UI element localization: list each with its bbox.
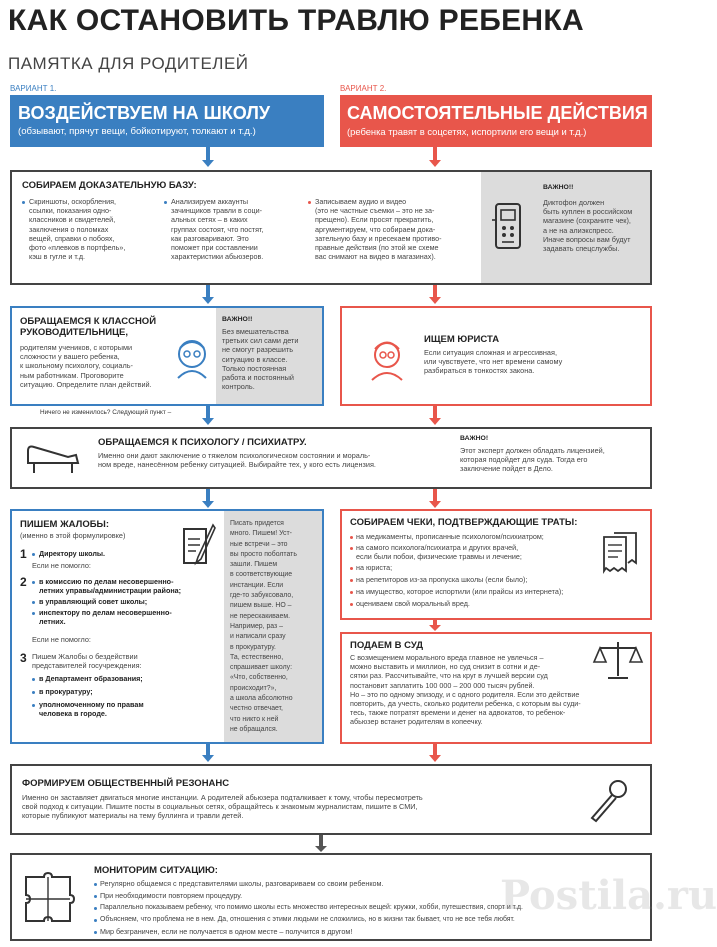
couch-icon [24,441,82,475]
bullet [308,201,311,204]
variant2-banner [340,95,652,147]
complaints-side-panel [224,511,322,742]
complaint-item-3-intro: Пишем Жалобы о бездействии представителей госучреждения: [32,652,142,671]
receipts-box [340,509,652,620]
psychologist-box [10,427,652,489]
red-arrow [429,501,441,508]
step-number-2: 2 [20,575,27,589]
lawyer-text: Если ситуация сложная и агрессивная, или чувствуете, что нет времени самому разбираться в тонкостях закона. [424,348,563,376]
evidence-important-panel [481,172,650,283]
complaint-item-3c: уполномоченному по правам человека в городе. [39,700,144,719]
monitor-item-3: Параллельно показываем ребенку, что помимо школы есть множество интересных вещей: кружки, хобби, путешествия, спорт и т.д. [100,904,523,911]
pen-icon [180,521,216,569]
receipt-item-6: оцениваем свой моральный вред. [356,599,470,608]
blue-arrow [202,160,214,167]
complaints-subtitle: (именно в этой формулировке) [20,531,126,540]
bullet [164,201,167,204]
monitor-item-5: Мир безграничен, если не получается в одном месте – получится в другом! [100,927,353,936]
bullet [32,691,35,694]
not-helped-2: Если не помогло: [32,635,91,644]
complaint-item-2c: инспектору по делам несовершенно- летних. [39,608,172,627]
evidence-col1: Скриншоты, оскорбления, ссылки, показания одно- классников и свидетелей, заключения о поломках вещей, справки о побоях, фото «плевков в портфель», кэш в гугле и т.д. [29,197,126,262]
teacher-box [10,306,324,406]
evidence-col3: Записываем аудио и видео (это не частные съемки – это не за- прещено). Если просят прекратить, аргументируем, что собираем дока- зательную базу и пресекаем противо- правные действия (по этой же схеме вас снимают на видео в магазинах). [315,197,442,262]
microphone-icon [584,776,632,824]
resonance-title: ФОРМИРУЕМ ОБЩЕСТВЕННЫЙ РЕЗОНАНС [22,778,230,789]
psychologist-important-title: ВАЖНО! [460,435,489,442]
court-text: С возмещением морального вреда главное не увлечься – можно выставить и миллион, но суд снизит в сотни и де- сятки раз. Рассчитывайте, что на круг в лучшей версии суд постановит заплатить 100 000 – 200 000 тысяч рублей. Но – это по одному эпизоду, и с одного родителя. Если это действие повторить, да учесть, сколько родители ребенка, с которым вы суди- тесь, также потратят времени и денег на адвокатов, то ребенок- абьюзер встанет родителям в копеечку. [350,653,581,727]
bullet [94,907,97,910]
step-number-1: 1 [20,547,27,561]
bullet [32,553,35,556]
evidence-important-title: ВАЖНО!! [543,184,574,191]
red-connector [433,147,437,161]
complaints-side-note: Писать придется много. Пишем! Уст- ные встречи – это вы просто поболтать зашли. Пишем в соответствующие инстанции. Если где-то забуксовало, пишем выше. НО – не перескакиваем. Например, раз – и написали сразу в прокуратуру. Та, естественно, спрашивает школу: «Что, собственно, происходит?», а школа абсолютно честно отвечает, что никто к ней не обращался. [230,520,297,733]
variant2-title: САМОСТОЯТЕЛЬНЫЕ ДЕЙСТВИЯ [347,103,648,123]
complaints-title: ПИШЕМ ЖАЛОБЫ: [20,519,110,530]
bullet [32,581,35,584]
evidence-title: СОБИРАЕМ ДОКАЗАТЕЛЬНУЮ БАЗУ: [22,180,197,191]
puzzle-icon [22,873,74,925]
receipt-item-1: на медикаменты, прописанные психологом/психиатром; [356,532,544,541]
complaint-item-2b: в управляющий совет школы; [39,597,148,606]
bullet [350,536,353,539]
not-helped-1: Если не помогло: [32,561,91,570]
blue-arrow [202,501,214,508]
complaint-item-3a: в Департамент образования; [39,674,143,683]
receipt-item-2: на самого психолога/психиатра и других врачей, если были побои, физические травмы и лечение; [356,543,522,562]
lawyer-title: ИЩЕМ ЮРИСТА [424,334,500,345]
receipt-item-3: на юриста; [356,563,393,572]
bullet [32,678,35,681]
evidence-box [10,170,652,285]
receipt-item-4: на репетиторов из-за пропуска школы (если было); [356,575,528,584]
bullet [94,883,97,886]
variant2-label: ВАРИАНТ 2. [340,84,387,93]
psychologist-text: Именно они дают заключение о тяжелом психологическом состоянии и мораль- ном вреде, нанесённом ребенку ситуацией. Выбирайте тех, у кого есть лицензия. [98,451,376,470]
bullet [32,601,35,604]
monitor-item-4: Объясняем, что проблема не в нем. Да, отношения с этими людьми не сложились, но в жизни так бывает, что не все тебя любят. [100,916,515,923]
bullet [32,704,35,707]
blue-arrow [202,418,214,425]
recorder-icon [490,200,528,254]
bullet [350,579,353,582]
blue-arrow [202,297,214,304]
teacher-important-panel [216,308,322,404]
complaint-item-2a: в комиссию по делам несовершенно- летних управы/администрации района; [39,577,182,596]
lawyer-box [340,306,652,406]
scales-icon [592,638,644,682]
red-arrow [429,418,441,425]
teacher-icon [172,334,212,378]
teacher-title: ОБРАЩАЕМСЯ К КЛАССНОЙ РУКОВОДИТЕЛЬНИЦЕ, [20,316,157,338]
variant1-label: ВАРИАНТ 1. [10,84,57,93]
red-arrow [429,160,441,167]
monitor-title: МОНИТОРИМ СИТУАЦИЮ: [94,865,218,876]
teacher-important-title: ВАЖНО!! [222,316,253,323]
bullet [350,591,353,594]
receipt-item-5: на имущество, которое испортили (или прайсы из интернета); [356,587,564,596]
page-subtitle: ПАМЯТКА ДЛЯ РОДИТЕЛЕЙ [8,54,249,73]
court-title: ПОДАЕМ В СУД [350,640,424,651]
teacher-text: родителям учеников, с которыми сложности у вашего ребенка, к школьному психологу, социаль- ным работникам. Проговорите ситуацию. Определите план действий. [20,343,152,389]
variant1-subtitle: (обзывают, прячут вещи, бойкотируют, толкают и т.д.) [18,126,256,137]
monitor-item-2: При необходимости повторяем процедуру. [100,891,243,900]
evidence-col2: Анализируем аккаунты зачинщиков травли в соци- альных сетях – в каких группах состоят, что постят, как разговаривают. Это поможет при составлении характеристики абьюзеров. [171,197,264,262]
bullet [94,931,97,934]
page-title: КАК ОСТАНОВИТЬ ТРАВЛЮ РЕБЕНКА [8,4,584,37]
watermark: Postila.ru [500,872,717,919]
red-arrow [429,625,441,631]
complaint-item-1: Директору школы. [39,549,106,558]
bullet [350,603,353,606]
red-arrow [429,297,441,304]
complaint-item-3b: в прокуратуру; [39,687,93,696]
variant1-title: ВОЗДЕЙСТВУЕМ НА ШКОЛУ [18,103,271,123]
psychologist-title: ОБРАЩАЕМСЯ К ПСИХОЛОГУ / ПСИХИАТРУ. [98,437,307,448]
variant2-subtitle: (ребенка травят в соцсетях, испортили его вещи и т.д.) [347,126,587,137]
evidence-important-text: Диктофон должен быть куплен в российском магазине (сохраните чек), а не на алиэкспресс. Иначе вопросы вам будут задавать спецслужбы. [543,198,633,254]
monitor-item-1: Регулярно общаемся с представителями школы, разговариваем со своим ребенком. [100,879,384,888]
receipts-title: СОБИРАЕМ ЧЕКИ, ПОДТВЕРЖДАЮЩИЕ ТРАТЫ: [350,517,578,528]
bullet [350,567,353,570]
blue-connector [206,147,210,161]
blue-arrow [202,755,214,762]
red-arrow [429,755,441,762]
bullet [94,895,97,898]
receipts-icon [600,531,642,577]
resonance-box [10,764,652,835]
psychologist-important-text: Этот эксперт должен обладать лицензией, которая подойдет для суда. Тогда его заключение пойдет в Дело. [460,446,605,474]
bullet [32,612,35,615]
resonance-text: Именно он заставляет двигаться многие инстанции. А родителей абьюзера подталкивает к тому, чтобы пересмотреть свой подход к ситуации. Пишите посты в социальных сетях, обращайтесь к знакомым журналистам, пишите в СМИ, которые публикуют материалы на тему буллинга и травли детей. [22,793,423,821]
court-box [340,632,652,744]
bullet [350,547,353,550]
bullet [22,201,25,204]
arrow [315,846,327,852]
complaints-box [10,509,324,744]
bullet [94,919,97,922]
next-step-note: Ничего не изменилось? Следующий пункт – [40,409,172,416]
teacher-important-text: Без вмешательства третьих сил сами дети не смогут разрешить ситуацию в классе. Только постоянная работа и постоянный контроль. [222,327,299,392]
step-number-3: 3 [20,651,27,665]
variant1-banner [10,95,324,147]
lawyer-icon [366,336,408,380]
